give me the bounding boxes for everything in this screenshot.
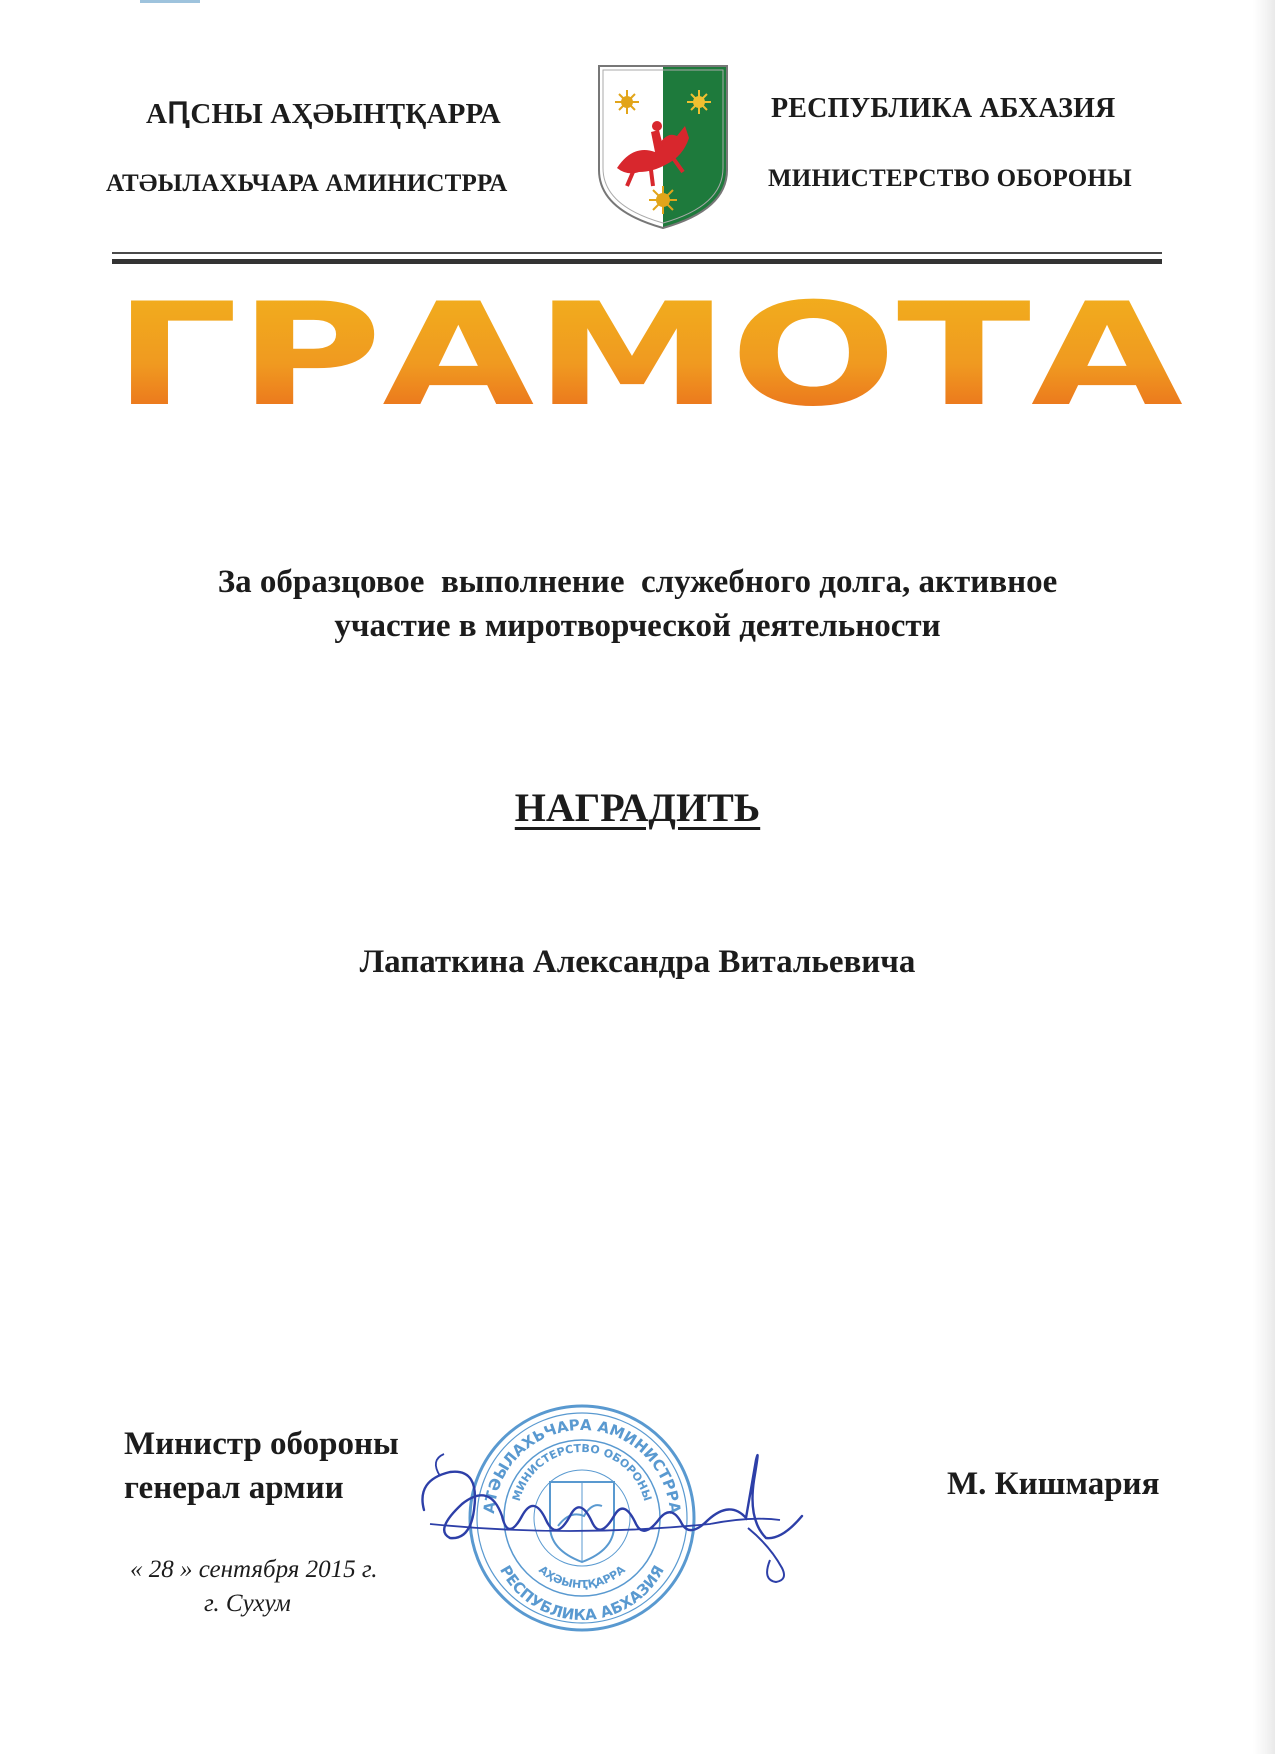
coat-of-arms-icon <box>593 60 733 232</box>
title-text: ГРАМОТА <box>113 296 1184 416</box>
signer-name: М. Кишмария <box>947 1466 1160 1502</box>
recipient-name: Лапаткина Александра Витальевича <box>359 944 916 980</box>
reason-line-2: участие в миротворческой деятельности <box>334 608 941 644</box>
signer-rank: генерал армии <box>124 1470 344 1506</box>
header-abkhaz-state: АԤСНЫ АҲӘЫНҬҚАРРА <box>146 98 501 130</box>
header-divider-thick <box>112 259 1162 264</box>
scan-edge <box>1253 0 1275 1754</box>
award-word: НАГРАДИТЬ <box>514 785 761 830</box>
stamp-text-inner: МИНИСТЕРСТВО ОБОРОНЫ <box>509 1441 655 1503</box>
award-reason <box>0 560 1275 648</box>
scan-mark <box>140 0 200 3</box>
header-russian-state: РЕСПУБЛИКА АБХАЗИЯ <box>771 93 1116 124</box>
header-russian-ministry: МИНИСТЕРСТВО ОБОРОНЫ <box>768 165 1132 192</box>
issue-place: г. Сухум <box>204 1590 291 1617</box>
stamp-text-bottom: РЕСПУБЛИКА АБХАЗИЯ <box>496 1562 668 1625</box>
issue-date: « 28 » сентября 2015 г. <box>130 1556 378 1583</box>
handwritten-signature <box>410 1420 840 1590</box>
header-abkhaz-ministry: АТӘЫЛАХЬЧАРА АМИНИСТРРА <box>106 170 508 197</box>
award-heading <box>0 784 1275 831</box>
header-divider-thin <box>112 252 1162 254</box>
stamp-text-inner-bottom: АҲӘЫНҬҚАРРА <box>536 1563 628 1592</box>
certificate-title <box>108 296 1188 416</box>
reason-line-1: За образцовое выполнение служебного долга, активное <box>217 564 1058 600</box>
signer-position: Министр обороны <box>124 1426 399 1462</box>
stamp-text-top: АТӘЫЛАХЬЧАРА АМИНИСТРРА <box>479 1415 685 1515</box>
